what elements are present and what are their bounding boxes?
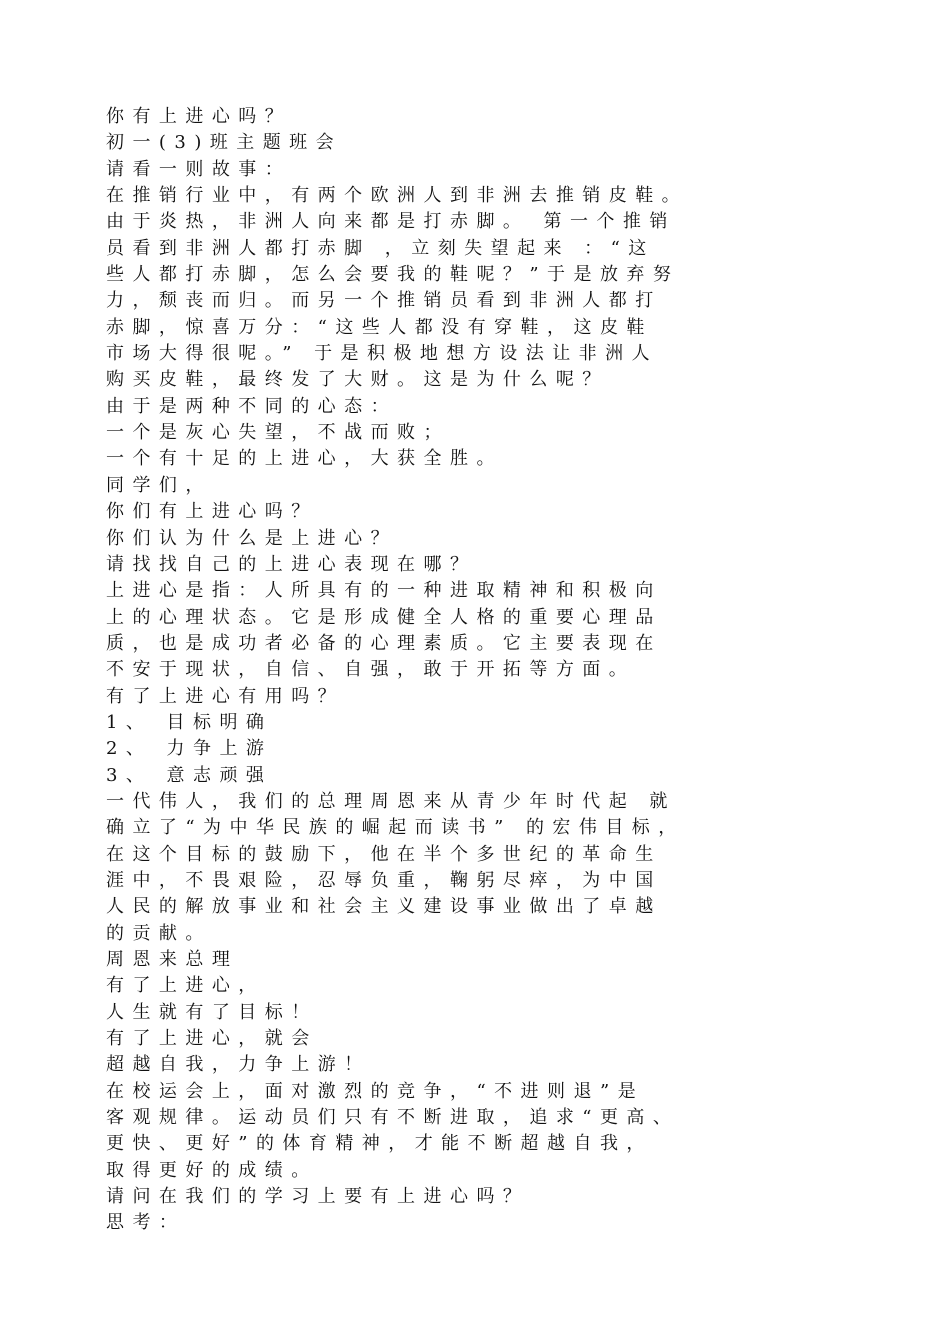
- document-body: [106, 104, 866, 1237]
- text-line: 一代伟人，我们的总理周恩来从青少年时代起 就: [106, 790, 676, 812]
- text-line: 力，颓丧而归。而另一个推销员看到非洲人都打: [106, 290, 662, 312]
- text-line: 取得更好的成绩。: [106, 1159, 318, 1181]
- text-line: 确立了“为中华民族的崛起而读书” 的宏伟目标，: [106, 817, 685, 839]
- page-title: 你有上进心吗？: [106, 106, 292, 127]
- text-line: 你们有上进心吗？: [106, 501, 318, 523]
- text-line: 市场大得很呢。” 于是积极地想方设法让非洲人: [106, 343, 659, 365]
- text-line: 涯中，不畏艰险，忍辱负重，鞠躬尽瘁，为中国: [106, 869, 662, 891]
- text-line: 有了上进心，: [106, 975, 265, 997]
- text-line: 客观规律。运动员们只有不断进取，追求“更高、: [106, 1107, 680, 1129]
- text-line: 员看到非洲人都打赤脚 ，立刻失望起来 ：“这: [106, 237, 655, 259]
- text-line: 人民的解放事业和社会主义建设事业做出了卓越: [106, 896, 662, 918]
- text-line: 在校运会上，面对激烈的竞争，“不进则退”是: [106, 1080, 645, 1102]
- text-line: 同学们，: [106, 474, 212, 496]
- text-line: 赤脚，惊喜万分：“这些人都没有穿鞋，这皮鞋: [106, 316, 653, 338]
- text-line: 上的心理状态。它是形成健全人格的重要心理品: [106, 606, 662, 628]
- text-line: 在推销行业中，有两个欧洲人到非洲去推销皮鞋。: [106, 185, 689, 207]
- text-line: 更快、更好”的体育精神，才能不断超越自我，: [106, 1133, 653, 1155]
- text-line: 质，也是成功者必备的心理素质。它主要表现在: [106, 632, 662, 654]
- text-line: 超越自我，力争上游！: [106, 1054, 371, 1076]
- class-meeting-subtitle: 初一(3)班主题班会: [106, 132, 343, 154]
- list-item: 2、 力争上游: [106, 738, 273, 760]
- text-line: 在这个目标的鼓励下，他在半个多世纪的革命生: [106, 843, 662, 865]
- text-line: 一个是灰心失望，不战而败；: [106, 422, 450, 444]
- text-line: 周恩来总理: [106, 949, 239, 970]
- text-line: 有了上进心，就会: [106, 1028, 318, 1050]
- text-line: 由于是两种不同的心态：: [106, 395, 398, 417]
- list-item: 1、 目标明确: [106, 711, 273, 733]
- text-line: 你们认为什么是上进心？: [106, 527, 398, 549]
- text-line: 思考：: [106, 1212, 186, 1234]
- text-line: 请问在我们的学习上要有上进心吗？: [106, 1186, 530, 1208]
- text-line: 购买皮鞋，最终发了大财。这是为什么呢？: [106, 369, 609, 391]
- text-line: 些人都打赤脚，怎么会要我的鞋呢？”于是放弃努: [106, 264, 680, 286]
- text-line: 请找找自己的上进心表现在哪？: [106, 553, 477, 575]
- text-line: 有了上进心有用吗？: [106, 685, 345, 707]
- text-line: 上进心是指：人所具有的一种进取精神和积极向: [106, 580, 662, 602]
- text-line: 一个有十足的上进心，大获全胜。: [106, 448, 503, 470]
- text-line: 不安于现状，自信、自强，敢于开拓等方面。: [106, 659, 636, 681]
- text-line: 由于炎热，非洲人向来都是打赤脚。 第一个推销: [106, 211, 676, 233]
- text-line: 人生就有了目标！: [106, 1001, 318, 1023]
- list-item: 3、 意志顽强: [106, 764, 273, 786]
- text-line: 的贡献。: [106, 922, 212, 944]
- text-line: 请看一则故事：: [106, 158, 292, 180]
